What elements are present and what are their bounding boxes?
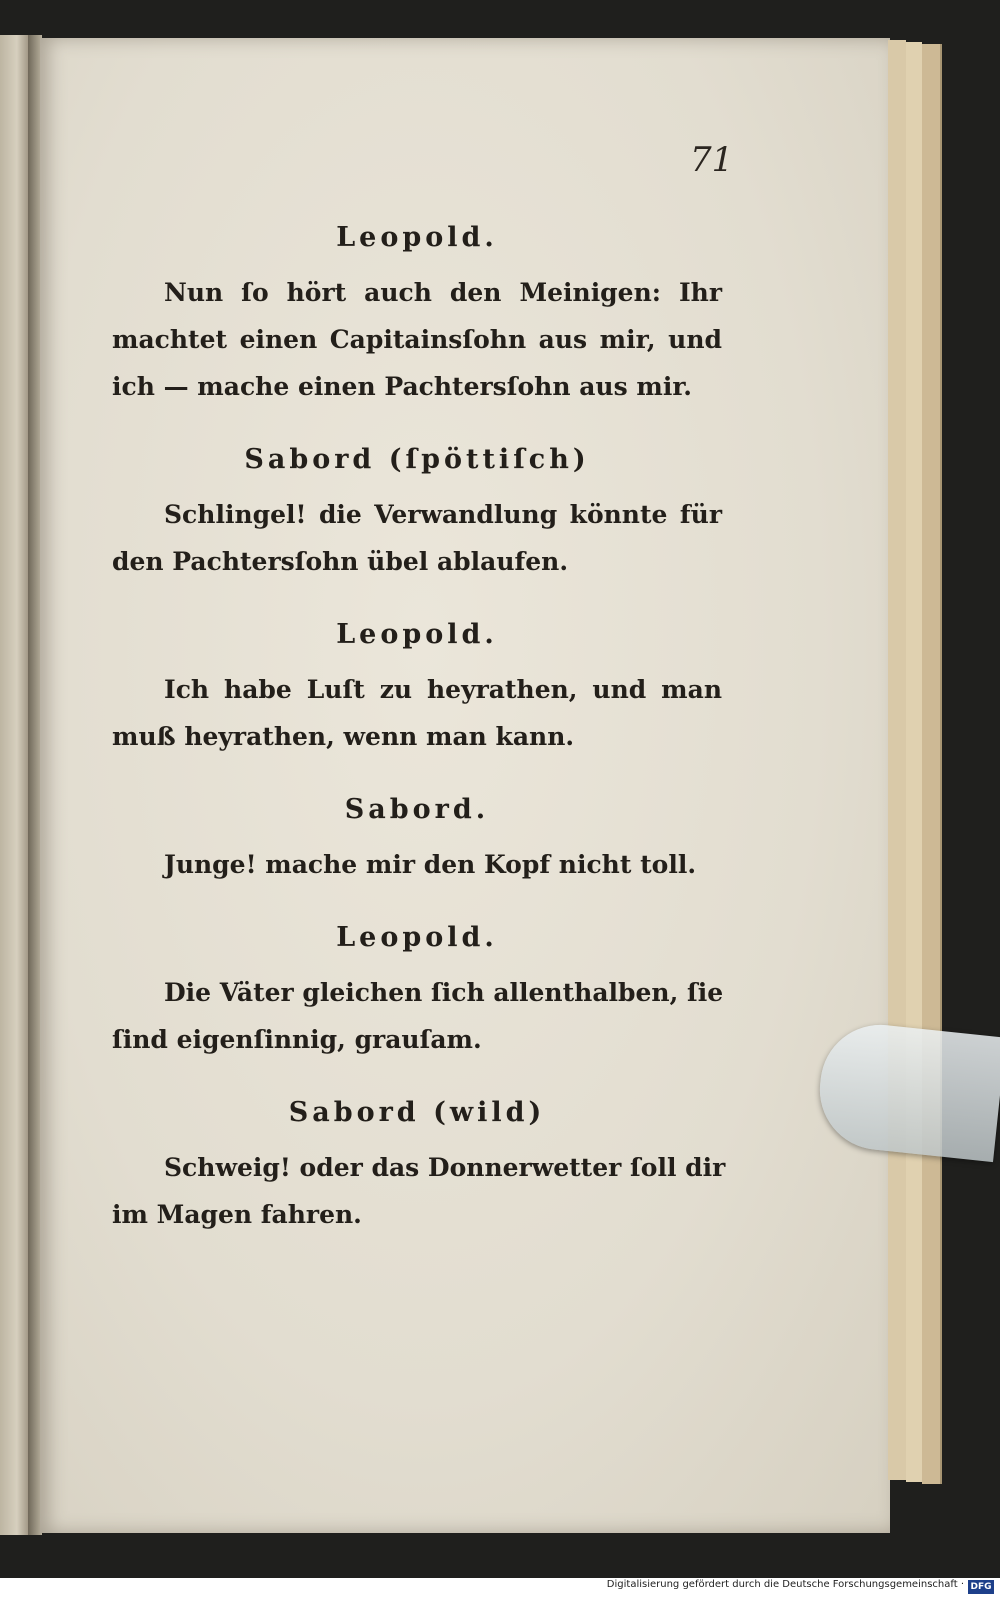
speech-line: im Magen fahren. — [112, 1200, 362, 1229]
speech-line: Ich habe Luſt zu heyrathen, und man — [164, 675, 722, 704]
previous-page-edge — [0, 35, 28, 1535]
footer-credit: Digitalisierung gefördert durch die Deutsche Forschungsgemeinschaft · — [606, 1579, 964, 1590]
page-edge-layer — [922, 44, 942, 1484]
speaker-name: Sabord. — [344, 794, 490, 825]
dfg-logo-icon: DFG — [968, 1580, 994, 1594]
speaker-name: Sabord (wild) — [288, 1097, 546, 1128]
page-edge-layer — [906, 42, 922, 1482]
dialogue-speech — [112, 222, 722, 410]
speech-line: Junge! mache mir den Kopf nicht toll. — [164, 850, 697, 879]
speech-line: Die Väter gleichen ſich allenthalben, ſie — [164, 978, 724, 1007]
speech-line: ſind eigenſinnig, grauſam. — [112, 1025, 482, 1054]
speech-line: ich — mache einen Pachtersſohn aus mir. — [112, 372, 692, 401]
speaker-name: Leopold. — [336, 222, 498, 253]
dialogue-speech — [112, 619, 722, 760]
dialogue-speech — [112, 444, 722, 585]
speech-line: Nun ſo hört auch den Meinigen: Ihr — [164, 278, 722, 307]
speaker-name: Leopold. — [336, 619, 498, 650]
speaker-name: Leopold. — [336, 922, 498, 953]
dialogue-text — [112, 222, 726, 1272]
page-edge-layer — [888, 40, 906, 1480]
dialogue-speech — [112, 922, 722, 1063]
dialogue-speech — [112, 1097, 726, 1238]
footer-bar — [0, 1578, 1000, 1597]
speech-line: Schlingel! die Verwandlung könnte für — [164, 500, 722, 529]
page-number: 71 — [690, 140, 734, 180]
speech-line: muß heyrathen, wenn man kann. — [112, 722, 575, 751]
speaker-name: Sabord (ſpöttiſch) — [244, 444, 590, 475]
speech-line: machtet einen Capitainsſohn aus mir, und — [112, 325, 722, 354]
dialogue-speech — [112, 794, 722, 888]
speech-line: den Pachtersſohn übel ablaufen. — [112, 547, 569, 576]
speech-line: Schweig! oder das Donnerwetter ſoll dir — [164, 1153, 726, 1182]
